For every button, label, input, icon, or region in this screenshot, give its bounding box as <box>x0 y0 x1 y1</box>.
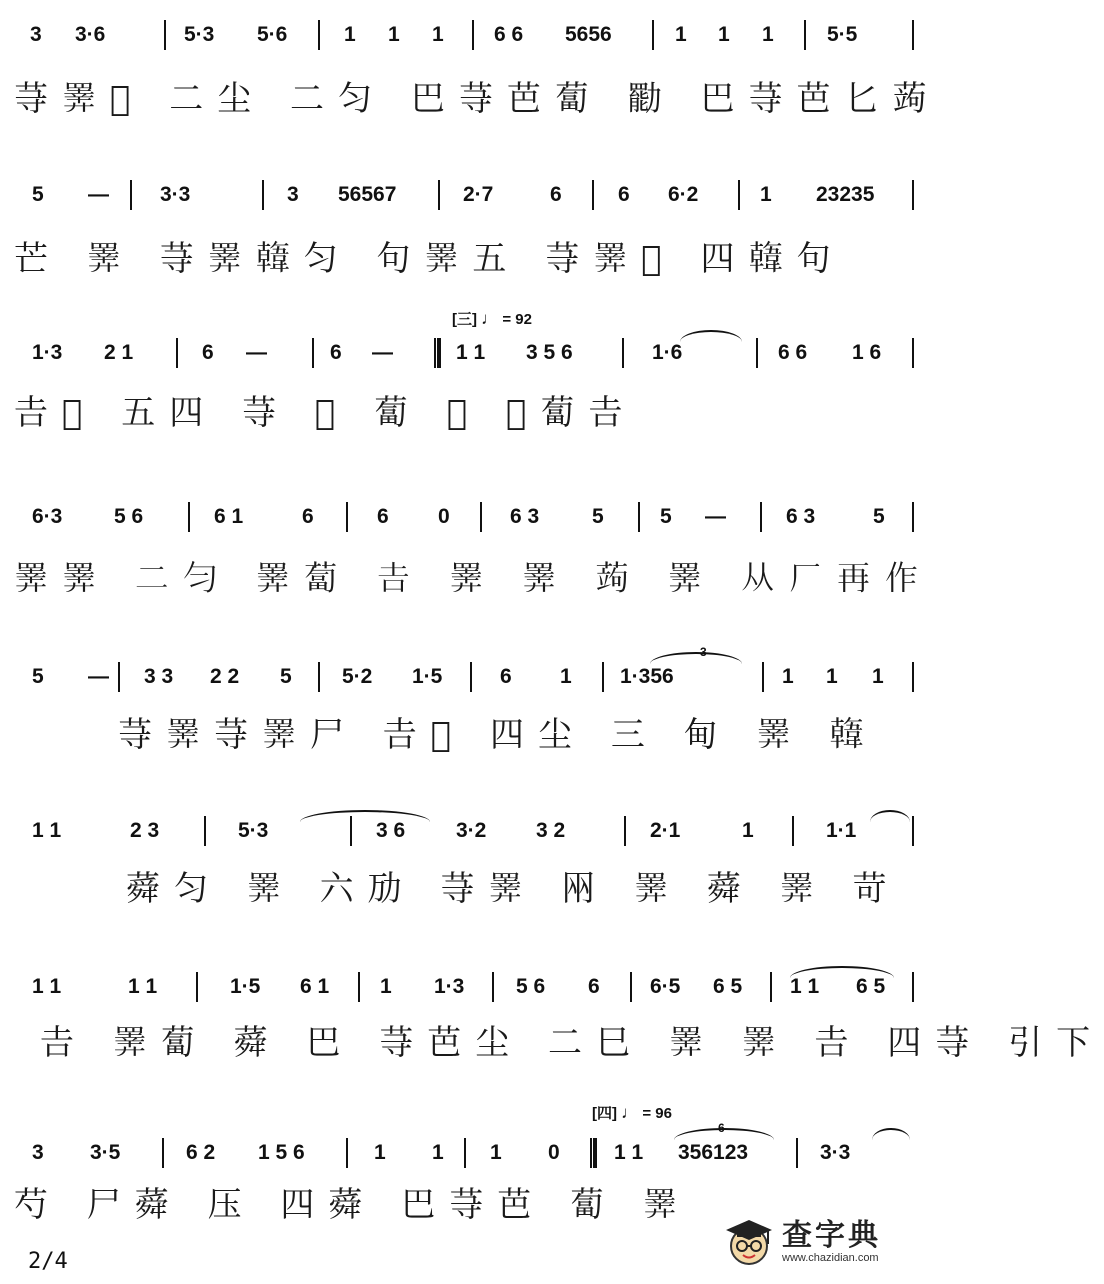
note: 5 6 <box>516 975 546 998</box>
note: 1 <box>742 819 754 842</box>
barline <box>738 180 740 210</box>
note: 3·5 <box>90 1141 121 1164</box>
barline <box>318 662 320 692</box>
section-label: [三] <box>452 311 477 328</box>
barline <box>318 20 320 50</box>
site-url: www.chazidian.com <box>782 1251 879 1264</box>
note: 6·2 <box>668 183 699 206</box>
jianzi-tablature-row: 𠮷𢈩 五四 䒭 𢍰 蔔 𢍰 𢍰蔔𠮷 <box>14 393 637 433</box>
barline <box>756 338 758 368</box>
notation-row <box>0 330 930 390</box>
slur <box>300 810 430 822</box>
tempo-mark <box>452 308 532 329</box>
note: 1 <box>872 665 884 688</box>
tuplet-number: 6 <box>718 1121 725 1135</box>
barline <box>472 20 474 50</box>
note: 5 <box>32 665 44 688</box>
barline <box>188 502 190 532</box>
note: 1 <box>388 23 400 46</box>
note: 1 <box>762 23 774 46</box>
slur <box>680 330 742 342</box>
note: 1 <box>374 1141 386 1164</box>
note: 3 5 6 <box>526 341 573 364</box>
tempo-mark <box>592 1102 672 1123</box>
note: 1 1 <box>32 975 62 998</box>
barline <box>770 972 772 1002</box>
barline <box>804 20 806 50</box>
note: 23235 <box>816 183 875 206</box>
notation-row <box>0 645 930 712</box>
barline <box>912 20 914 50</box>
barline <box>622 338 624 368</box>
slur <box>872 1128 910 1140</box>
note: 3 6 <box>376 819 406 842</box>
barline <box>438 180 440 210</box>
note: 6 5 <box>856 975 886 998</box>
note: 5 <box>660 505 672 528</box>
barline <box>118 662 120 692</box>
note: 1 <box>344 23 356 46</box>
note: — <box>246 341 267 364</box>
note: 5·3 <box>238 819 269 842</box>
note: 6 2 <box>186 1141 216 1164</box>
note: 6 1 <box>214 505 244 528</box>
barline <box>912 816 914 846</box>
note: — <box>88 665 109 688</box>
note: 1 <box>490 1141 502 1164</box>
note: 5 <box>32 183 44 206</box>
tempo-value: = 92 <box>502 311 532 328</box>
jianzi-tablature-row: 𠮷 𢍰蔔 蕣 巴 䒭芭尘 二巳 𢍰 𢍰 𠮷 四䒭 引下 <box>40 1023 1104 1063</box>
note: 5 <box>280 665 292 688</box>
note: 6 <box>302 505 314 528</box>
barline <box>162 1138 164 1168</box>
graduate-face-icon <box>722 1214 776 1268</box>
note: 2 2 <box>210 665 240 688</box>
note: 5·3 <box>184 23 215 46</box>
note: 6 <box>588 975 600 998</box>
barline <box>602 662 604 692</box>
barline <box>358 972 360 1002</box>
tuplet-bracket <box>674 1128 774 1140</box>
jianzi-tablature-row: 芒 𢍰 䒭𢍰𩏑匀 句𢍰五 䒭𢍰𢈩 四𩏑句 <box>14 239 845 279</box>
note: 3·3 <box>820 1141 851 1164</box>
barline <box>760 502 762 532</box>
note: 1 <box>380 975 392 998</box>
note: 1 <box>718 23 730 46</box>
note: 2 1 <box>104 341 134 364</box>
note: 1 <box>826 665 838 688</box>
barline <box>312 338 314 368</box>
barline <box>346 502 348 532</box>
note: 2·7 <box>463 183 494 206</box>
note: 3·6 <box>75 23 106 46</box>
note: 6·3 <box>32 505 63 528</box>
note: — <box>88 183 109 206</box>
barline <box>624 816 626 846</box>
note: 1 5 6 <box>258 1141 305 1164</box>
double-barline <box>590 1138 597 1168</box>
tempo-value: = 96 <box>642 1105 672 1122</box>
barline <box>262 180 264 210</box>
note: 1·6 <box>652 341 683 364</box>
note: 1 1 <box>32 819 62 842</box>
barline <box>912 338 914 368</box>
note: 1 <box>560 665 572 688</box>
barline <box>204 816 206 846</box>
note: 1 1 <box>790 975 820 998</box>
site-name: 查字典 <box>782 1217 881 1253</box>
note: 5·5 <box>827 23 858 46</box>
note: 3·3 <box>160 183 191 206</box>
barline <box>762 662 764 692</box>
barline <box>652 20 654 50</box>
note: 0 <box>548 1141 560 1164</box>
note: 6 3 <box>510 505 540 528</box>
note: 1 <box>432 23 444 46</box>
jianzi-tablature-row: 蕣匀 𢍰 六劢 䒭𢍰 㒳 𢍰 蕣 𢍰 苛 <box>126 869 901 909</box>
note: 1 <box>782 665 794 688</box>
note: 356123 <box>678 1141 749 1164</box>
note: 6 1 <box>300 975 330 998</box>
note: 3 <box>30 23 42 46</box>
note: 1 1 <box>456 341 486 364</box>
note: 2 3 <box>130 819 160 842</box>
barline <box>638 502 640 532</box>
note: 6 6 <box>778 341 808 364</box>
barline <box>912 662 914 692</box>
jianzi-tablature-row: 芍 尸蕣 压 四蕣 巴䒭芭 蔔 𢍰 <box>14 1185 691 1225</box>
note: 1 <box>432 1141 444 1164</box>
tuplet-number: 3 <box>700 645 707 659</box>
barline <box>346 1138 348 1168</box>
note: 6 6 <box>494 23 524 46</box>
notation-row <box>0 960 930 1020</box>
barline <box>350 816 352 846</box>
tuplet-bracket <box>650 652 742 664</box>
note: 1·3 <box>434 975 465 998</box>
note: 6 <box>500 665 512 688</box>
barline <box>592 180 594 210</box>
note: 0 <box>438 505 450 528</box>
notation-row <box>0 496 930 556</box>
jianzi-tablature-row: 䒭𢍰䒭𢍰尸 𠮷𢈩 四尘 三 甸 𢍰 𩏑 <box>118 715 878 755</box>
barline <box>792 816 794 846</box>
watermark-text <box>782 1219 881 1264</box>
barline <box>480 502 482 532</box>
double-barline <box>434 338 441 368</box>
note: 6 <box>202 341 214 364</box>
note: 6 3 <box>786 505 816 528</box>
barline <box>176 338 178 368</box>
note: 1 <box>760 183 772 206</box>
barline <box>630 972 632 1002</box>
note: 3 <box>32 1141 44 1164</box>
barline <box>912 972 914 1002</box>
note: 1 1 <box>614 1141 644 1164</box>
note: 1·1 <box>826 819 857 842</box>
note: 1 <box>675 23 687 46</box>
barline <box>796 1138 798 1168</box>
notation-row <box>0 16 930 76</box>
page-number: 2/4 <box>28 1249 68 1274</box>
note: 3·2 <box>456 819 487 842</box>
barline <box>492 972 494 1002</box>
note: 56567 <box>338 183 397 206</box>
note: — <box>705 505 726 528</box>
slur <box>870 810 910 822</box>
notation-row <box>0 176 930 236</box>
note: 6 <box>330 341 342 364</box>
notation-row <box>0 1122 930 1182</box>
note: 2·1 <box>650 819 681 842</box>
note: 5 <box>592 505 604 528</box>
note: 6 <box>550 183 562 206</box>
note: 3 2 <box>536 819 566 842</box>
note: — <box>372 341 393 364</box>
barline <box>130 180 132 210</box>
watermark-logo <box>722 1212 918 1270</box>
notation-row <box>0 806 930 866</box>
note: 6 5 <box>713 975 743 998</box>
barline <box>912 180 914 210</box>
note: 5·6 <box>257 23 288 46</box>
note: 5656 <box>565 23 612 46</box>
note: 1 6 <box>852 341 882 364</box>
note: 1·5 <box>412 665 443 688</box>
barline <box>912 502 914 532</box>
note: 5 <box>873 505 885 528</box>
jianzi-tablature-row: 䒭𢍰𢈩 二尘 二匀 巴䒭芭蔔 㔥 巴䒭芭匕蒟 <box>14 79 941 119</box>
note: 1 1 <box>128 975 158 998</box>
note: 3 3 <box>144 665 174 688</box>
barline <box>164 20 166 50</box>
jianzi-tablature-row: 𢍰𢍰 二匀 𢍰蔔 𠮷 𢍰 𢍰 蒟 𢍰 从厂再作 <box>14 559 933 599</box>
quarter-note-icon: ♩ <box>621 1103 639 1122</box>
note: 1·356 <box>620 665 674 688</box>
barline <box>464 1138 466 1168</box>
note: 6·5 <box>650 975 681 998</box>
note: 5·2 <box>342 665 373 688</box>
note: 1·5 <box>230 975 261 998</box>
barline <box>196 972 198 1002</box>
quarter-note-icon: ♩ <box>481 309 499 328</box>
barline <box>470 662 472 692</box>
section-label: [四] <box>592 1105 617 1122</box>
note: 6 <box>377 505 389 528</box>
note: 1·3 <box>32 341 63 364</box>
note: 3 <box>287 183 299 206</box>
note: 5 6 <box>114 505 144 528</box>
note: 6 <box>618 183 630 206</box>
slur <box>790 966 894 978</box>
